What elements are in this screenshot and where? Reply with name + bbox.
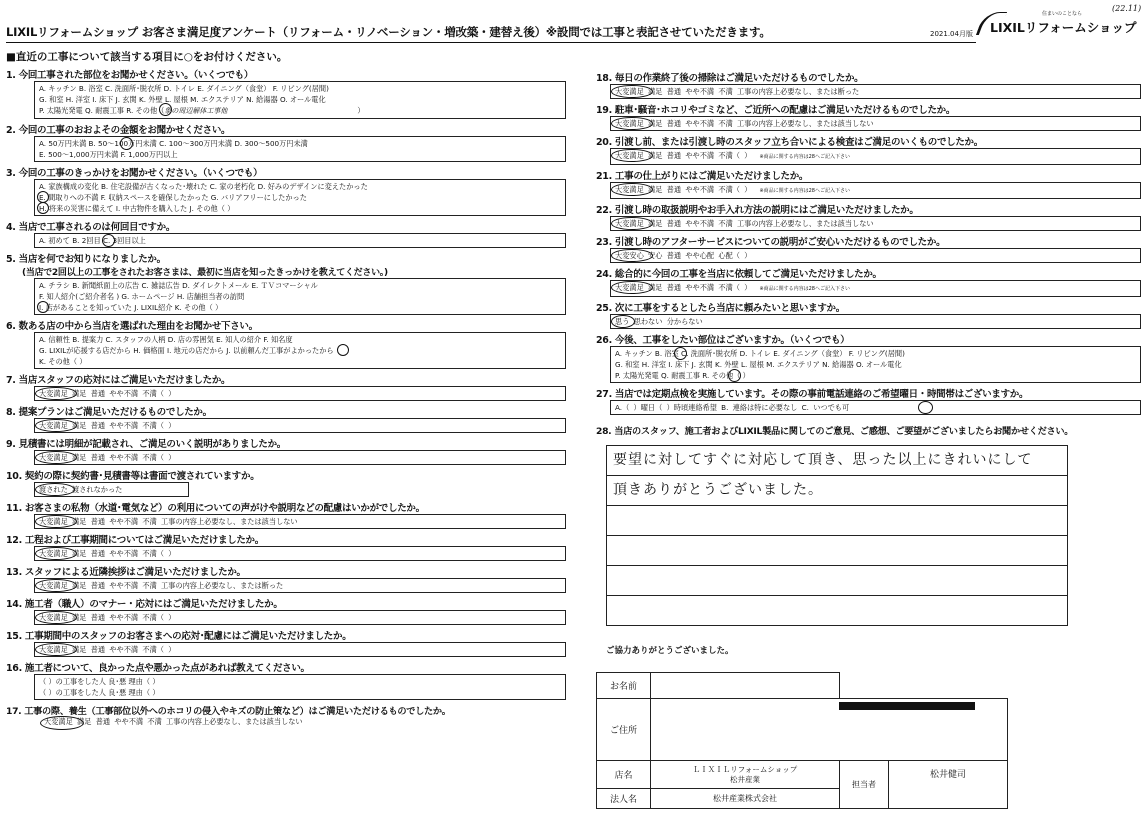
option-row: A. 家族構成の変化 B. 住宅設備が古くなった･壊れた C. 家の老朽化 D. 好みのデザインに変えたかった [39,182,368,191]
question-4 [6,219,566,248]
selection-circle [102,234,115,247]
answer-box [34,642,566,657]
option-row: E. 500～1,000万円未満 F. 1,000万円以上 [39,150,178,159]
answer-box [34,233,566,248]
question-title: 16. 施工者について、良かった点や悪かった点があれば教えてください。 [6,663,310,674]
name-label: お名前 [597,673,651,699]
answer-box [610,182,1141,199]
selection-circle [611,117,653,130]
answer-box [34,386,566,401]
answer-box [34,578,566,593]
selection-circle [918,401,933,414]
option-row: A. チラシ B. 新聞紙面上の広告 C. 雑誌広告 D. ダイレクトメール E. ＴＶコマーシャル [39,281,318,290]
question-8 [6,404,566,433]
answer-box [34,136,566,162]
selection-circle [611,249,653,262]
comment-line[interactable] [607,536,1067,566]
bracket: ） [357,106,365,115]
question-17 [6,703,566,727]
answer-box [610,346,1141,383]
option-row: 渡された 渡されなかった [39,485,123,494]
option-row: A.（ ）曜日（ ）時頃連絡希望 B. 連絡は特に必要なし C. いつでも可 [615,403,850,412]
question-title: 27. 当店では定期点検を実施しています。その際の事前電話連絡のご希望曜日・時間帯はございますか。 [596,389,1029,400]
answer-box [34,278,566,315]
option-row: K. その他（ ） [39,357,87,366]
option-row: 大変満足 満足 普通 やや不満 不満（ ） [39,549,176,558]
question-title: 18. 毎日の作業終了後の掃除はご満足いただけるものでしたか。 [596,73,864,84]
address-field[interactable] [651,699,1008,761]
question-18 [596,70,1141,99]
selection-circle [35,547,77,560]
comment-line[interactable] [607,506,1067,536]
answer-box [610,116,1141,131]
corp-label: 法人名 [597,789,651,809]
option-row: A. キッチン B. 浴室 C. 洗面所･脱衣所 D. トイレ E. ダイニング（食堂） F. リビング(居間) [615,349,905,358]
selection-circle [35,643,77,656]
question-24 [596,266,1141,297]
comment-box[interactable] [606,445,1068,626]
option-row: 大変満足 満足 普通 やや不満 不満 工事の内容上必要なし、または該当しない [615,119,874,128]
selection-circle [35,419,77,432]
selection-circle [120,137,133,150]
option-row: 大変満足 満足 普通 やや不満 不満（ ） [615,151,752,160]
option-row: 大変満足 満足 普通 やや不満 不満（ ） [39,645,176,654]
option-row: A. 信頼性 B. 提案力 C. スタッフの人柄 D. 店の雰囲気 E. 知人の紹介 F. 知名度 [39,335,293,344]
question-12 [6,532,566,561]
selection-circle [35,387,77,400]
question-19 [596,102,1141,131]
store-label: 店名 [597,761,651,789]
store-name: ＬＩＸＩＬリフォームショップ 松井産業 [651,761,840,789]
option-row: A. 初めて B. 2回目 C. 3回目以上 [39,236,146,245]
staff-label: 担当者 [840,761,889,809]
selection-circle [611,183,653,196]
selection-circle [37,202,49,214]
comment-line[interactable] [607,596,1067,625]
answer-box [34,482,189,497]
option-row: H. 将来の災害に備えて I. 中古物件を購入した J. その他（ ） [39,204,235,213]
question-title: 17. 工事の際、養生（工事部位以外へのホコリの侵入やキズの防止策など）はご満足いただけるものでしたか。 [6,706,451,717]
staff-name: 松井健司 [889,761,1008,809]
question-title: 11. お客さまの私物（水道･電気など）の利用についての声がけや説明などの配慮はいかがでしたか。 [6,503,425,514]
note-text: ※商品に関する内容は28へご記入下さい [759,188,850,194]
question-title: 26. 今後、工事をしたい部位はございますか。（いくつでも） [596,335,850,346]
option-row: 大変満足 満足 普通 やや不満 不満 工事の内容上必要なし、または該当しない [44,717,303,726]
question-22 [596,202,1141,231]
option-row: （ ）の工事をした人 良･悪 理由（ ） [39,677,160,686]
question-28 [596,423,1141,626]
question-15 [6,628,566,657]
answer-box [34,546,566,561]
selection-circle [37,301,49,313]
question-title: 3. 今回の工事のきっかけをお聞かせください。（いくつでも） [6,168,263,179]
answer-box [34,418,566,433]
question-1 [6,67,566,119]
name-field-ext[interactable] [840,673,1008,699]
comment-line[interactable] [607,566,1067,596]
question-title: 12. 工程および工事期間についてはご満足いただけましたか。 [6,535,264,546]
option-row: G. 和室 H. 洋室 I. 床下 J. 玄関 K. 外壁 L. 屋根 M. エクステリア N. 給湯器 O. オール電化 [615,360,902,369]
answer-box [34,450,566,465]
option-row: 大変満足 満足 普通 やや不満 不満（ ） [39,389,176,398]
comment-line[interactable]: 要望に対してすぐに対応して頂き、思った以上にきれいにして [607,446,1067,476]
answer-box [610,216,1141,231]
survey-title: LIXILリフォームショップ お客さま満足度アンケート（リフォーム・リノベーション・増改築・建替え後）※設問では工事と表記させていただきます。 [6,25,771,39]
note-text: ※商品に関する内容は28へご記入下さい [759,154,850,160]
question-14 [6,596,566,625]
question-title: 21. 工事の仕上がりにはご満足いただけましたか。 [596,171,809,182]
selection-circle [611,85,653,98]
option-row: 大変満足 満足 普通 やや不満 不満 工事の内容上必要なし、または該当しない [39,517,298,526]
selection-circle [35,515,77,528]
question-title: 6. 数ある店の中から当店を選ばれた理由をお聞かせ下さい。 [6,321,258,332]
option-row: I. 店があることを知っていた J. LIXIL紹介 K. その他（ ） [39,303,223,312]
answer-box [610,280,1141,297]
lixil-logo: LIXILリフォームショップ [990,18,1137,36]
header-rule [6,42,976,43]
option-row: 大変満足 満足 普通 やや不満 不満 工事の内容上必要なし、または断った [615,87,860,96]
question-16 [6,660,566,700]
comment-line[interactable]: 頂きありがとうございました。 [607,476,1067,506]
question-13 [6,564,566,593]
answer-box [34,332,566,369]
option-row: 大変満足 満足 普通 やや不満 不満（ ） [39,421,176,430]
question-6 [6,318,566,369]
section-heading: ■直近の工事について該当する項目に○をお付けください。 [6,51,288,63]
question-27 [596,386,1141,415]
question-2 [6,122,566,162]
selection-circle [35,451,77,464]
answer-box [34,674,566,700]
selection-circle [611,217,653,230]
corner-handwritten-note: (22.11) [1112,4,1142,13]
right-column [596,67,1141,656]
question-7 [6,372,566,401]
option-row: 大変満足 満足 普通 やや不満 不満 工事の内容上必要なし、または断った [39,581,284,590]
question-title: 9. 見積書には明細が記載され、ご満足のいく説明がありましたか。 [6,439,286,450]
thanks-text: ご協力ありがとうございました。 [606,646,734,656]
corp-name: 松井産業株式会社 [651,789,840,809]
option-row [39,105,561,117]
logo-tagline: 住まいのことなら [1042,11,1083,17]
question-5 [6,251,566,315]
answer-box [34,81,566,119]
option-text: P. 太陽光発電 Q. 耐震工事 R. その他（ [39,106,165,115]
selection-circle [611,315,635,328]
question-9 [6,436,566,465]
question-title: 24. 総合的に今回の工事を当店に依頼してご満足いただけましたか。 [596,269,882,280]
redacted-block [839,702,975,710]
question-10 [6,468,566,497]
answer-box [34,514,566,529]
answer-box [34,179,566,216]
option-row: P. 太陽光発電 Q. 耐震工事 R. その他（ ） [615,371,750,380]
selection-circle [35,483,75,496]
option-row: 思う 思わない 分からない [615,317,703,326]
answer-box [34,610,566,625]
answer-box [610,84,1141,99]
question-title: 14. 施工者（職人）のマナー・応対にはご満足いただけましたか。 [6,599,283,610]
option-row: E. 間取りへの不満 F. 収納スペースを確保したかった G. バリアフリーにしたかった [39,193,307,202]
question-title: 10. 契約の際に契約書･見積書等は書面で渡されていますか。 [6,471,260,482]
question-21 [596,168,1141,199]
question-title: 23. 引渡し時のアフターサービスについての説明がご安心いただけるものでしたか。 [596,237,946,248]
question-20 [596,134,1141,165]
handwritten-other[interactable]: 象の周辺解体工事他 [164,107,228,115]
question-title: 4. 当店で工事されるのは何回目ですか。 [6,222,176,233]
question-title: 28. 当店のスタッフ、施工者およびLIXIL製品に関してのご意見、ご感想、ご要望がございましたらお聞かせください。 [596,426,1074,437]
option-row: 大変満足 満足 普通 やや不満 不満（ ） [39,613,176,622]
question-title: 22. 引渡し時の取扱説明やお手入れ方法の説明にはご満足いただけましたか。 [596,205,919,216]
selection-circle [35,579,77,592]
answer-box [610,400,1141,415]
option-row: G. 和室 H. 洋室 I. 床下 J. 玄関 K. 外壁 L. 屋根 M. エクステリア N. 給湯器 O. オール電化 [39,95,326,104]
option-row: F. 知人紹介(ご紹介者名 ) G. ホームページ H. 店舗担当者の訪問 [39,292,245,301]
option-row: 大変満足 満足 普通 やや不満 不満（ ） [615,283,752,292]
question-title: 2. 今回の工事のおおよその金額をお聞かせください。 [6,125,231,136]
answer-box [610,148,1141,165]
customer-info-table [596,672,1008,809]
question-title: 1. 今回工事された部位をお聞かせください。（いくつでも） [6,70,254,81]
left-column [6,49,566,727]
question-title: 19. 駐車･騒音･ホコリやゴミなど、ご近所への配慮はご満足いただけるものでしたか。 [596,105,956,116]
option-row: 大変満足 満足 普通 やや不満 不満（ ） [615,185,752,194]
selection-circle [611,281,653,294]
selection-circle [728,369,741,382]
question-title: 25. 次に工事をするとしたら当店に頼みたいと思いますか。 [596,303,845,314]
option-row: G. LIXILが応援する店だから H. 価格面 I. 地元の店だから J. 以前頼んだ工事がよかったから [39,346,334,355]
option-row: A. 50万円未満 B. 50～100万円未満 C. 100～300万円未満 D. 300～500万円未満 [39,139,308,148]
option-row: A. キッチン B. 浴室 C. 洗面所･脱衣所 D. トイレ E. ダイニング（食堂） F. リビング(居間) [39,84,329,93]
question-title: 20. 引渡し前、または引渡し時のスタッフ立ち合いによる検査はご満足のいくものでしたか。 [596,137,983,148]
selection-circle [35,611,77,624]
option-row: 大変満足 満足 普通 やや不満 不満（ ） [39,453,176,462]
selection-circle [337,344,349,356]
option-row: （ ）の工事をした人 良･悪 理由（ ） [39,688,160,697]
selection-circle [611,149,653,162]
question-3 [6,165,566,216]
question-26 [596,332,1141,383]
question-11 [6,500,566,529]
selection-circle [159,103,172,116]
question-25 [596,300,1141,329]
option-row: 大変安心 安心 普通 やや心配 心配（ ） [615,251,752,260]
question-title: 8. 提案プランはご満足いただけるものでしたか。 [6,407,212,418]
selection-circle [674,347,687,360]
name-field[interactable] [651,673,840,699]
question-title: 13. スタッフによる近隣挨拶はご満足いただけましたか。 [6,567,246,578]
answer-box [610,314,1141,329]
question-title: 7. 当店スタッフの応対にはご満足いただけましたか。 [6,375,231,386]
address-label: ご住所 [597,699,651,761]
question-title: 15. 工事期間中のスタッフのお客さまへの応対･配慮にはご満足いただけましたか。 [6,631,352,642]
answer-box [610,248,1141,263]
form-version: 2021.04月版 [930,30,973,38]
question-23 [596,234,1141,263]
option-row: 大変満足 満足 普通 やや不満 不満 工事の内容上必要なし、または該当しない [615,219,874,228]
question-subtitle: (当店で2回以上の工事をされたお客さまは、最初に当店を知ったきっかけを教えてください。) [22,268,388,278]
note-text: ※商品に関する内容は28へご記入下さい [759,286,850,292]
question-title: 5. 当店を何でお知りになりましたか。 [6,254,166,265]
answer-row [44,717,566,727]
selection-circle [40,716,84,730]
